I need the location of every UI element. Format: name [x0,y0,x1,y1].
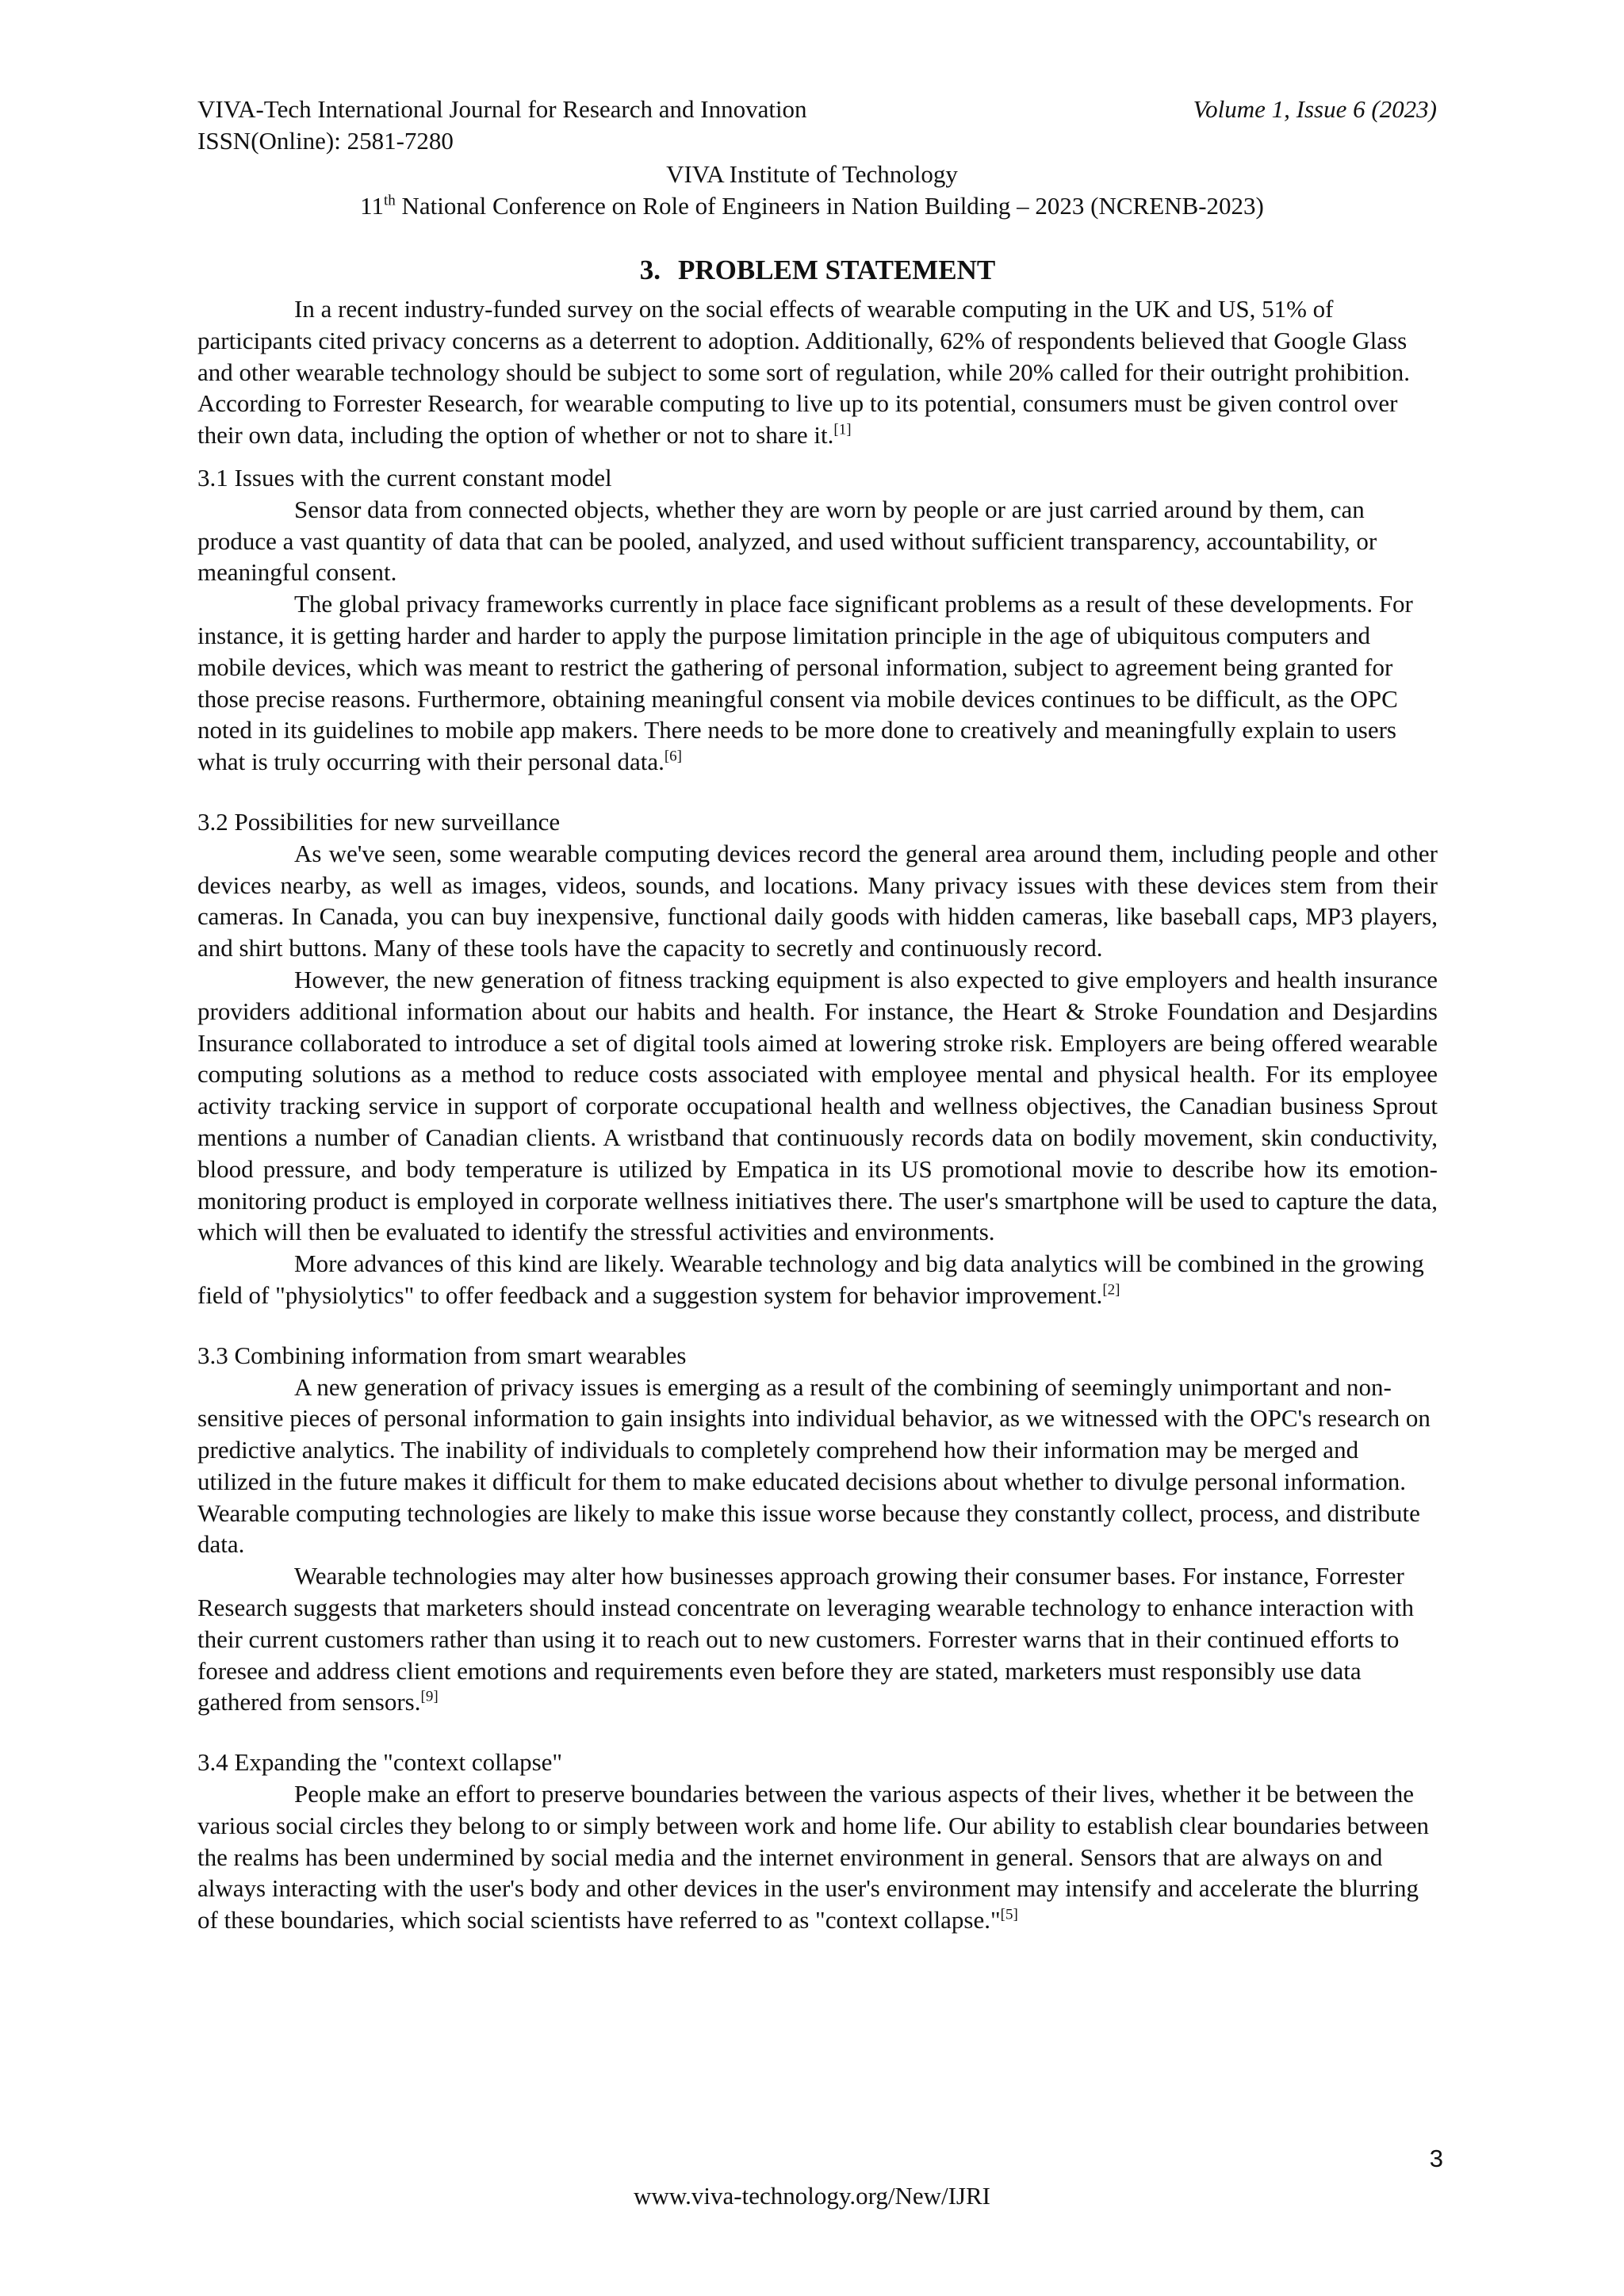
intro-paragraph [197,293,1438,451]
paragraph [197,1778,1438,1936]
subsection-heading: 3.2 Possibilities for new surveillance [197,807,561,836]
volume-issue: Volume 1, Issue 6 (2023) [1193,95,1437,123]
section-number: 3. [639,254,661,285]
citation: [6] [664,748,682,765]
citation: [1] [833,421,852,438]
footer-url: www.viva-technology.org/New/IJRI [634,2182,990,2210]
page-number: 3 [1429,2145,1443,2172]
journal-name: VIVA-Tech International Journal for Research and Innovation [197,95,807,123]
paragraph-text: Wearable technologies may alter how businesses approach growing their consumer bases. For instance, Forrester Research suggests that marketers should instead concentrate on leveraging wearable technology to enhance interaction with their current customers rather than using it to reach out to new customers. Forrester warns that in their continued efforts to foresee and address client emotions and requirements even before they are stated, marketers must responsibly use data gathered from sensors. [197,1562,1414,1716]
institute-name: VIVA Institute of Technology [666,160,958,188]
paragraph-text: The global privacy frameworks currently in place face significant problems as a result of these developments. For instance, it is getting harder and harder to apply the purpose limitation principle in the age of ubiquitous computers and mobile devices, which was meant to restrict the gathering of personal information, subject to agreement being granted for those precise reasons. Furthermore, obtaining meaningful consent via mobile devices continues to be difficult, as the OPC noted in its guidelines to mobile app makers. There needs to be more done to creatively and meaningfully explain to users what is truly occurring with their personal data. [197,590,1413,776]
paragraph: A new generation of privacy issues is emerging as a result of the combining of seemingly unimportant and non-sensitive pieces of personal information to gain insights into individual behavior, as we witnessed with the OPC's research on predictive analytics. The inability of individuals to completely comprehend how their information may be merged and utilized in the future makes it difficult for them to make educated decisions about whether to divulge personal information. Wearable computing technologies are likely to make this issue worse because they constantly collect, process, and distribute data. [197,1372,1431,1559]
paragraph [197,1560,1438,1718]
paragraph [197,588,1438,778]
subsection-heading: 3.4 Expanding the "context collapse" [197,1748,563,1777]
section-title: PROBLEM STATEMENT [677,254,996,285]
conf-title: National Conference on Role of Engineers in Nation Building – 2023 (NCRENB-2023) [395,192,1264,220]
conf-ordinal: 11 [360,192,384,220]
paragraph-text: People make an effort to preserve boundaries between the various aspects of their lives, whether it be between the various social circles they belong to or simply between work and home life. Our ability to establish clear boundaries between the realms has been undermined by social media and the internet environment in general. Sensors that are always on and always interacting with the user's body and other devices in the user's environment may intensify and accelerate the blurring of these boundaries, which social scientists have referred to as "context collapse." [197,1780,1429,1934]
conf-ordinal-suffix: th [383,192,396,209]
paragraph: Sensor data from connected objects, whether they are worn by people or are just carried around by them, can produce a vast quantity of data that can be pooled, analyzed, and used without sufficient transparency, accountability, or meaningful consent. [197,495,1377,587]
section-heading [197,252,1438,289]
issn: ISSN(Online): 2581-7280 [197,127,454,155]
subsection-heading: 3.1 Issues with the current constant model [197,463,612,492]
conference-name [0,190,1624,222]
citation: [2] [1102,1281,1120,1299]
citation: [5] [1000,1906,1018,1923]
paragraph: However, the new generation of fitness tracking equipment is also expected to give employers and health insurance providers additional information about our habits and health. For instance, the Heart & Stroke Foundation and Desjardins Insurance collaborated to introduce a set of digital tools aimed at lowering stroke risk. Employers are being offered wearable computing solutions as a method to reduce costs associated with employee mental and physical health. For its employee activity tracking service in support of corporate occupational health and wellness objectives, the Canadian business Sprout mentions a number of Canadian clients. A wristband that continuously records data on bodily movement, skin conductivity, blood pressure, and body temperature is utilized by Empatica in its US promotional movie to describe how its emotion-monitoring product is employed in corporate wellness initiatives there. The user's smartphone will be used to capture the data, which will then be evaluated to identify the stressful activities and environments. [197,965,1438,1246]
paragraph [197,1248,1438,1311]
paragraph: As we've seen, some wearable computing devices record the general area around them, including people and other devices nearby, as well as images, videos, sounds, and locations. Many privacy issues with these devices stem from their cameras. In Canada, you can buy inexpensive, functional daily goods with hidden cameras, like baseball caps, MP3 players, and shirt buttons. Many of these tools have the capacity to secretly and continuously record. [197,839,1438,962]
article-body [197,252,1438,1936]
citation: [9] [420,1689,439,1706]
paragraph-text: More advances of this kind are likely. Wearable technology and big data analytics will be combined in the growing field of "physiolytics" to offer feedback and a suggestion system for behavior improvement. [197,1249,1424,1309]
subsection-heading: 3.3 Combining information from smart wearables [197,1341,687,1369]
intro-text: In a recent industry-funded survey on the social effects of wearable computing in the UK and US, 51% of participants cited privacy concerns as a deterrent to adoption. Additionally, 62% of respondents believed that Google Glass and other wearable technology should be subject to some sort of regulation, while 20% called for their outright prohibition. According to Forrester Research, for wearable computing to live up to its potential, consumers must be given control over their own data, including the option of whether or not to share it. [197,295,1410,450]
